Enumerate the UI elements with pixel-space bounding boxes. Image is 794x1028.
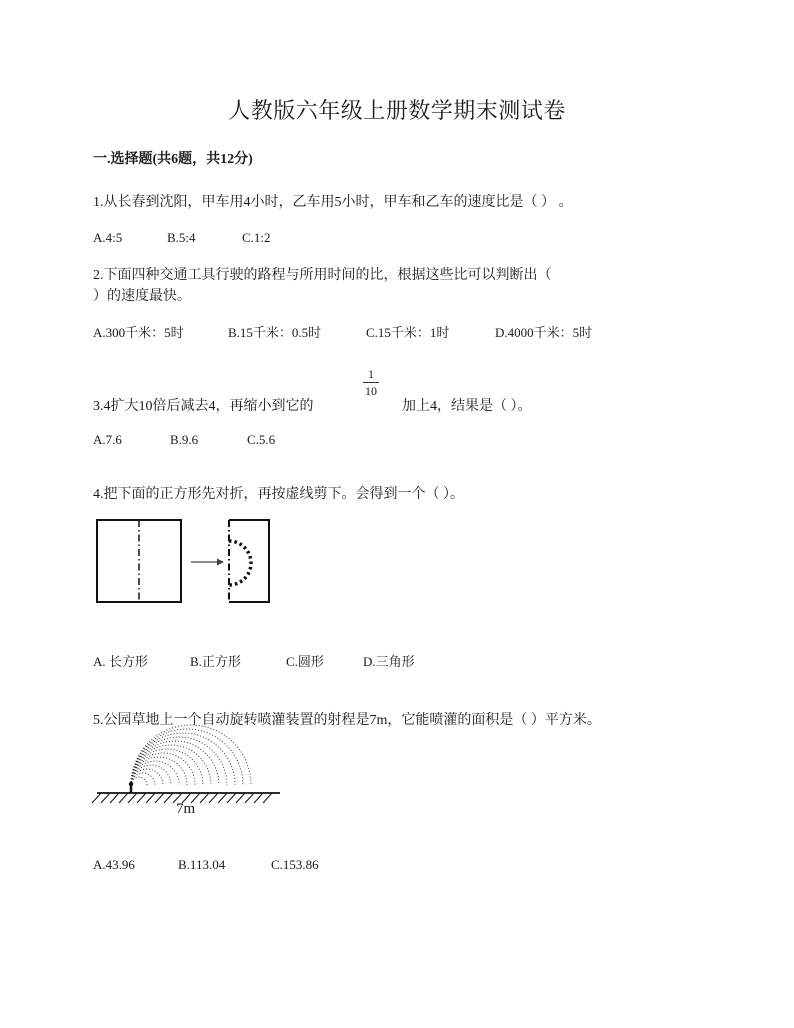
question-4-stem: 4.把下面的正方形先对折，再按虚线剪下。会得到一个（ ）。 bbox=[93, 487, 464, 502]
arrow-head-icon bbox=[217, 559, 224, 566]
ground-hatch-mark bbox=[110, 793, 119, 803]
ground-hatch-mark bbox=[101, 793, 110, 803]
question-3-stem-after: 加上4，结果是（ ）。 bbox=[402, 399, 532, 414]
ground-hatch-mark bbox=[218, 793, 227, 803]
spray-arc bbox=[131, 757, 187, 785]
question-5-option-c: C.153.86 bbox=[271, 857, 319, 872]
question-2-option-a: A.300千米：5时 bbox=[93, 325, 184, 340]
question-2-option-b: B.15千米：0.5时 bbox=[228, 325, 322, 340]
question-3-option-a: A.7.6 bbox=[93, 432, 122, 447]
question-2-option-d: D.4000千米：5时 bbox=[495, 325, 593, 340]
fold-cut-figure bbox=[93, 515, 283, 607]
ground-hatch-mark bbox=[146, 793, 155, 803]
ground-hatch-mark bbox=[200, 793, 209, 803]
square-outline bbox=[97, 520, 181, 602]
question-4-option-a: A. 长方形 bbox=[93, 654, 148, 669]
question-2-stem-line-2: ）的速度最快。 bbox=[93, 289, 191, 304]
ground-hatch-mark bbox=[236, 793, 245, 803]
ground-hatch-mark bbox=[245, 793, 254, 803]
ground-hatch-mark bbox=[128, 793, 137, 803]
ground-hatch-mark bbox=[92, 793, 101, 803]
question-3-option-c: C.5.6 bbox=[247, 432, 276, 447]
spray-arc bbox=[131, 741, 219, 785]
spray-arc bbox=[131, 777, 147, 785]
spray-arc bbox=[131, 769, 163, 785]
ground-hatch-mark bbox=[155, 793, 164, 803]
ground-hatch-mark bbox=[119, 793, 128, 803]
question-2-stem-line-1: 2.下面四种交通工具行驶的路程与所用时间的比，根据这些比可以判断出（ bbox=[93, 268, 552, 283]
ground-hatch-mark bbox=[263, 793, 272, 803]
question-4-option-d: D.三角形 bbox=[363, 654, 415, 669]
ground-hatch-mark bbox=[227, 793, 236, 803]
spray-arc bbox=[131, 725, 251, 785]
spray-arc bbox=[131, 773, 155, 785]
fraction-numerator: 1 bbox=[368, 367, 374, 381]
spray-arc bbox=[131, 729, 243, 785]
question-1-option-c: C.1:2 bbox=[242, 230, 271, 245]
ground-hatch-mark bbox=[164, 793, 173, 803]
ground-hatch-mark bbox=[137, 793, 146, 803]
question-5-stem: 5.公园草地上一个自动旋转喷灌装置的射程是7m，它能喷灌的面积是（ ）平方米。 bbox=[93, 713, 601, 728]
fraction-denominator: 10 bbox=[365, 384, 377, 398]
spray-arcs bbox=[131, 725, 251, 785]
question-4-option-b: B.正方形 bbox=[190, 654, 241, 669]
question-2-option-c: C.15千米：1时 bbox=[366, 325, 450, 340]
spray-arc bbox=[131, 761, 179, 785]
question-1-option-a: A.4:5 bbox=[93, 230, 123, 245]
question-3-stem-before: 3.4扩大10倍后减去4，再缩小到它的 bbox=[93, 399, 314, 414]
folded-half-outline bbox=[229, 520, 269, 602]
question-1-option-b: B.5:4 bbox=[167, 230, 196, 245]
spray-arc bbox=[131, 753, 195, 785]
question-4-option-c: C.圆形 bbox=[286, 654, 324, 669]
question-5-option-a: A.43.96 bbox=[93, 857, 135, 872]
section-heading: 一.选择题(共6题，共12分) bbox=[93, 152, 253, 167]
spray-arc bbox=[131, 737, 227, 785]
fraction-one-tenth bbox=[360, 367, 382, 398]
cut-semicircle bbox=[229, 541, 251, 585]
ground-hatch-mark bbox=[254, 793, 263, 803]
sprinkler-head-icon bbox=[129, 782, 133, 786]
question-1-stem: 1.从长春到沈阳，甲车用4小时，乙车用5小时，甲车和乙车的速度比是（ ） 。 bbox=[93, 195, 573, 210]
fraction-bar bbox=[363, 382, 379, 383]
page-title: 人教版六年级上册数学期末测试卷 bbox=[228, 98, 566, 123]
ground-hatch-mark bbox=[209, 793, 218, 803]
question-5-option-b: B.113.04 bbox=[178, 857, 226, 872]
range-label: 7m bbox=[176, 801, 196, 817]
question-3-option-b: B.9.6 bbox=[170, 432, 199, 447]
